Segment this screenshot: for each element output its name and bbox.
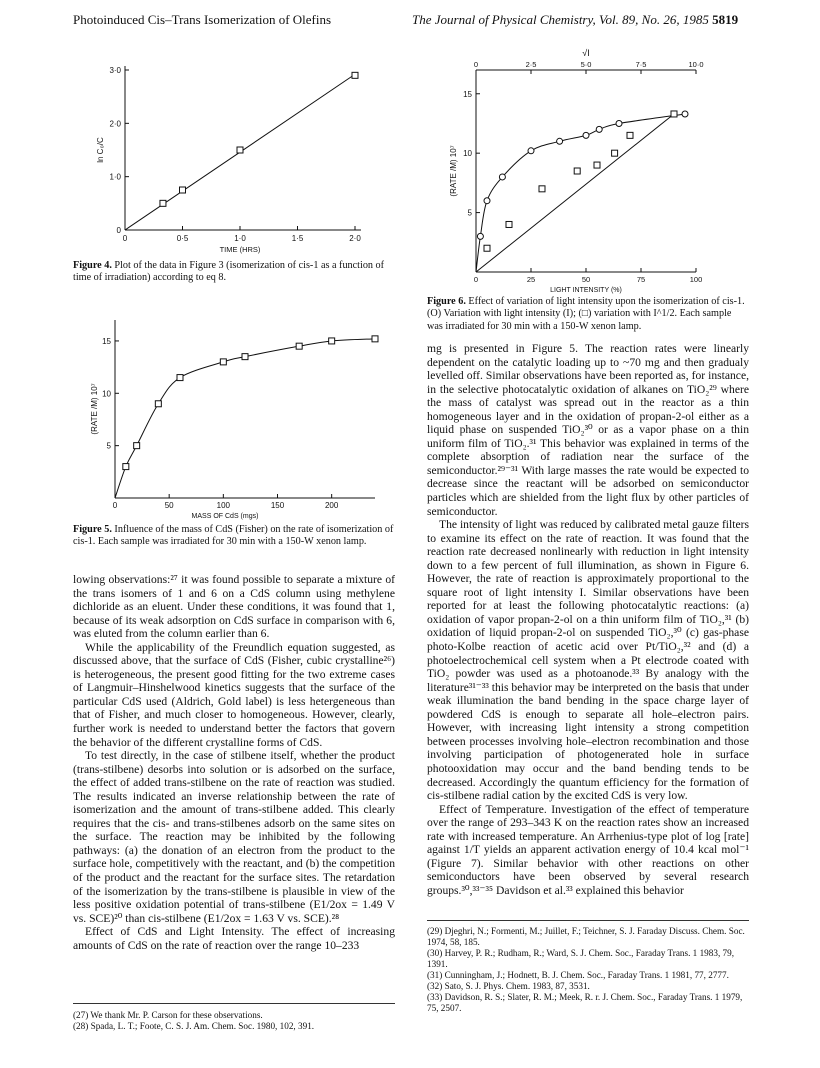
journal-citation: The Journal of Physical Chemistry, Vol. 89, No. 26, 1985 bbox=[412, 12, 709, 27]
data-point bbox=[372, 336, 378, 342]
data-point bbox=[180, 187, 186, 193]
page-number: 5819 bbox=[712, 12, 739, 27]
y-tick-label: 15 bbox=[102, 336, 111, 346]
top-tick-label: 7·5 bbox=[635, 60, 647, 69]
y-tick-label: 5 bbox=[467, 208, 472, 218]
top-axis-label: √I bbox=[582, 48, 590, 58]
x-tick-label: 2·0 bbox=[349, 234, 361, 243]
x-tick-label: 100 bbox=[216, 501, 231, 510]
figure-5-label: Figure 5. bbox=[73, 524, 112, 535]
x-tick-label: 50 bbox=[164, 501, 174, 510]
data-point bbox=[123, 464, 129, 470]
footnote: (33) Davidson, R. S.; Slater, R. M.; Meek, R. r. J. Chem. Soc., Faraday Trans. 1 1979, 75, 2507. bbox=[427, 992, 743, 1013]
top-tick-label: 5·0 bbox=[580, 60, 592, 69]
x-tick-label: 0 bbox=[112, 501, 118, 510]
data-point bbox=[160, 200, 166, 206]
intensity-curve bbox=[476, 114, 685, 272]
intensity-point bbox=[616, 120, 622, 126]
x-tick-label: 1·5 bbox=[291, 234, 304, 243]
intensity-point bbox=[499, 174, 505, 180]
data-point bbox=[352, 72, 358, 78]
footnote: (28) Spada, L. T.; Foote, C. S. J. Am. Chem. Soc. 1980, 102, 391. bbox=[73, 1021, 315, 1031]
x-tick-label: 1·0 bbox=[234, 234, 246, 243]
y-tick-label: 10 bbox=[102, 389, 111, 399]
data-point bbox=[329, 338, 335, 344]
data-curve bbox=[115, 339, 375, 498]
left-footnotes bbox=[73, 1010, 395, 1032]
x-tick-label: 0 bbox=[122, 234, 128, 243]
y-tick-label: 2·0 bbox=[109, 119, 121, 129]
paragraph: The intensity of light was reduced by calibrated metal gauze filters to examine its effect on the rate of reaction. It was found that the reaction rate decreased nonlinearly with reduction in light intensity down to a few percent of full illumination, as shown in Figure 6. However, the rate of reaction is approximately proportional to the square root of light intensity I. Similar observations have been reported for at least the following photocatalytic reactions: (a) oxidation of vapor propan-2-ol on a thin uniform film of TiO₂,³¹ (b) oxidation of liquid propan-2-ol on suspended TiO₂,³⁰ (c) gas-phase photo-Kolbe reaction of acetic acid over Pt/TiO₂,³² and (d) a photoelectrochemical cell system when a Pt electrode coated with TiO₂ powder was used as a photoanode.³³ By analogy with the literature³¹⁻³³ this behavior may be interpreted on the basis that under weak illumination the band bending in the space charge layer of powdered CdS is enough to separate all hole–electron pairs. However, with increasing light intensity a strong competition between processes involving hole–electron recombination and those involving participation of photogenerated hole in surface photooxidation may occur and the band bending tends to be decreased. Accordingly the quantum efficiency for the formation of cis-stilbene radial cation by the excited CdS is very low. bbox=[427, 518, 750, 803]
running-header-title: Photoinduced Cis–Trans Isomerization of Olefins bbox=[73, 12, 332, 27]
y-tick-label: 5 bbox=[106, 441, 111, 451]
figure-4-caption bbox=[73, 260, 395, 285]
paragraph: To test directly, in the case of stilbene itself, whether the product (trans-stilbene) desorbs into solution or is adsorbed on the surface, the effect of added trans-stilbene on the rate of reaction was studied. The results indicated an inverse relationship between the rate of isomerization and the amount of trans-stilbene added. This clearly requires that the cis- and trans-stilbenes adsorb on the same sites on the surface. The reaction may be inhibited by the following pathways: (a) the donation of an electron from the product to the surface hole, competitively with the reactant, and (b) the competition of the product and the reactant for the surface sites. The retardation of the isomerization by the trans-stilbene is plausible in view of the less positive oxidation potential of trans-stilbene (E1/2ox = 1.49 V vs. SCE)²⁰ than cis-stilbene (E1/2ox = 1.63 V vs. SCE).²⁸ bbox=[73, 749, 395, 925]
intensity-point bbox=[682, 111, 688, 117]
intensity-point bbox=[596, 126, 602, 132]
x-tick-label: 0·5 bbox=[176, 234, 189, 243]
footnote: (30) Harvey, P. R.; Rudham, R.; Ward, S. J. Chem. Soc., Faraday Trans. 1 1983, 79, 1391. bbox=[427, 948, 735, 969]
paragraph: mg is presented in Figure 5. The reaction rates were linearly dependent on the catalytic loading up to ~70 mg and then gradualy levelled off. Similar observations have been reported as, for instance, in the selective photocatalytic oxidation of alkanes on TiO₂²⁹ where the mass of catalyst was spread out in the reactor as a thin homogeneous layer and in the oxidation of propan-2-ol either as a liquid phase on suspended TiO₂³⁰ or as a vapor phase on a thin uniform film of TiO₂.³¹ This behavior was explained in terms of the complete absorption of radiation near the surface of the semiconductor.²⁹⁻³¹ With large masses the rate would be expected to decrease since the reactant will be adsorbed on semiconductor particles which are shielded from the light flux by other particles of semiconductor. bbox=[427, 342, 749, 518]
intensity-point bbox=[557, 138, 563, 144]
x-tick-label: 75 bbox=[636, 275, 646, 284]
x-tick-label: 150 bbox=[270, 501, 285, 510]
intensity-point bbox=[477, 233, 483, 239]
data-point bbox=[134, 443, 140, 449]
sqrt-intensity-point bbox=[612, 150, 618, 156]
data-point bbox=[242, 354, 248, 360]
top-tick-label: 2·5 bbox=[525, 60, 537, 69]
footnote: (31) Cunningham, J.; Hodnett, B. J. Chem. Soc., Faraday Trans. 1 1981, 77, 2777. bbox=[427, 970, 729, 980]
intensity-point bbox=[484, 198, 490, 204]
y-axis-label: (RATE /M) 10⁷ bbox=[449, 145, 458, 197]
footnote: (27) We thank Mr. P. Carson for these observations. bbox=[73, 1010, 263, 1020]
sqrt-intensity-point bbox=[671, 111, 677, 117]
x-axis-label: MASS OF CdS (mgs) bbox=[191, 513, 259, 520]
sqrt-intensity-point bbox=[594, 162, 600, 168]
sqrt-intensity-point bbox=[627, 132, 633, 138]
paragraph: While the applicability of the Freundlich equation suggested, as discussed above, that the surface of CdS (Fisher, cubic crystalline²⁶) is heterogeneous, the present good fitting for the two extreme cases of Langmuir–Hinshelwood kinetics suggests that the surface of the particular CdS used (Aldrich, Gold label) is less hetergeneous than that of Fisher, and much closer to homogeneous. However, clearly, further work is needed to understand better the factors that govern the behavior of the different crystalline forms of CdS. bbox=[73, 640, 395, 749]
figure-5-chart bbox=[85, 310, 395, 522]
right-column-body bbox=[427, 342, 749, 897]
y-tick-label: 10 bbox=[463, 149, 472, 159]
paragraph: Effect of CdS and Light Intensity. The effect of increasing amounts of CdS on the rate of reaction over the range 10–233 bbox=[73, 925, 395, 952]
data-point bbox=[220, 359, 226, 365]
figure-5-text: Influence of the mass of CdS (Fisher) on the rate of isomerization of cis-1. Each sample was irradiated for 30 min with a 150-W xenon lamp. bbox=[73, 524, 394, 548]
footnote: (32) Sato, S. J. Phys. Chem. 1983, 87, 3531. bbox=[427, 981, 590, 991]
left-column-body bbox=[73, 573, 395, 952]
data-point bbox=[177, 375, 183, 381]
intensity-point bbox=[583, 132, 589, 138]
right-footnotes bbox=[427, 926, 749, 1014]
y-tick-label: 0 bbox=[116, 226, 121, 235]
x-tick-label: 0 bbox=[473, 275, 479, 284]
x-axis-label: TIME (HRS) bbox=[219, 245, 261, 254]
data-point bbox=[237, 147, 243, 153]
y-axis-label: ln C₀/C bbox=[96, 137, 105, 163]
figure-6-caption bbox=[427, 296, 749, 333]
top-tick-label: 0 bbox=[473, 60, 479, 69]
sqrt-intensity-point bbox=[574, 168, 580, 174]
y-tick-label: 15 bbox=[463, 89, 472, 99]
x-axis-label: LIGHT INTENSITY (%) bbox=[550, 287, 622, 294]
y-tick-label: 1·0 bbox=[109, 172, 121, 182]
figure-4-chart bbox=[85, 50, 385, 258]
figure-6-label: Figure 6. bbox=[427, 296, 466, 307]
footnote: (29) Djeghri, N.; Formenti, M.; Juillet, F.; Teichner, S. J. Faraday Discuss. Chem. Soc. 1974, 58, 185. bbox=[427, 926, 745, 947]
x-tick-label: 200 bbox=[324, 501, 339, 510]
x-tick-label: 50 bbox=[581, 275, 591, 284]
figure-5-caption bbox=[73, 524, 395, 549]
running-header-journal bbox=[412, 12, 738, 28]
top-tick-label: 10·0 bbox=[688, 60, 704, 69]
y-axis-label: (RATE /M) 10⁷ bbox=[90, 383, 99, 435]
sqrt-intensity-point bbox=[539, 186, 545, 192]
sqrt-intensity-point bbox=[484, 245, 490, 251]
x-tick-label: 25 bbox=[526, 275, 536, 284]
paragraph: lowing observations:²⁷ it was found possible to separate a mixture of the trans isomers of 1 and 6 on a CdS column using methylene dichloride as an eluent. Under these conditions, it was found that 1, because of its weak adsorption on CdS surface in comparison with 6, was eluted from the column earlier than 6. bbox=[73, 573, 395, 641]
figure-6-chart bbox=[440, 44, 740, 294]
sqrt-intensity-point bbox=[506, 221, 512, 227]
paragraph: Effect of Temperature. Investigation of the effect of temperature over the range of 293–343 K on the reaction rates show an increased rate with increased temperature. An Arrhenius-type plot of log [rate] against 1/T yields an apparent activation energy of 10.4 kcal mol⁻¹ (Figure 7). Similar behavior with other reactions on other semiconductors have been observed by several research groups.³⁰,³³⁻³⁵ Davidson et al.³³ explained this behavior bbox=[427, 802, 749, 897]
x-tick-label: 100 bbox=[689, 275, 703, 284]
intensity-point bbox=[528, 148, 534, 154]
figure-4-label: Figure 4. bbox=[73, 260, 112, 271]
figure-4-text: Plot of the data in Figure 3 (isomerization of cis-1 as a function of time of irradiation) according to eq 8. bbox=[73, 260, 385, 284]
footnote-divider bbox=[427, 920, 749, 921]
y-tick-label: 3·0 bbox=[109, 66, 121, 75]
data-point bbox=[296, 343, 302, 349]
footnote-divider bbox=[73, 1003, 395, 1004]
figure-6-text: Effect of variation of light intensity upon the isomerization of cis-1. (O) Variation with light intensity (I); (□) variation with I^1/2. Each sample was irradiated for 30 min with a 150-W xenon lamp. bbox=[427, 296, 745, 332]
data-point bbox=[155, 401, 161, 407]
